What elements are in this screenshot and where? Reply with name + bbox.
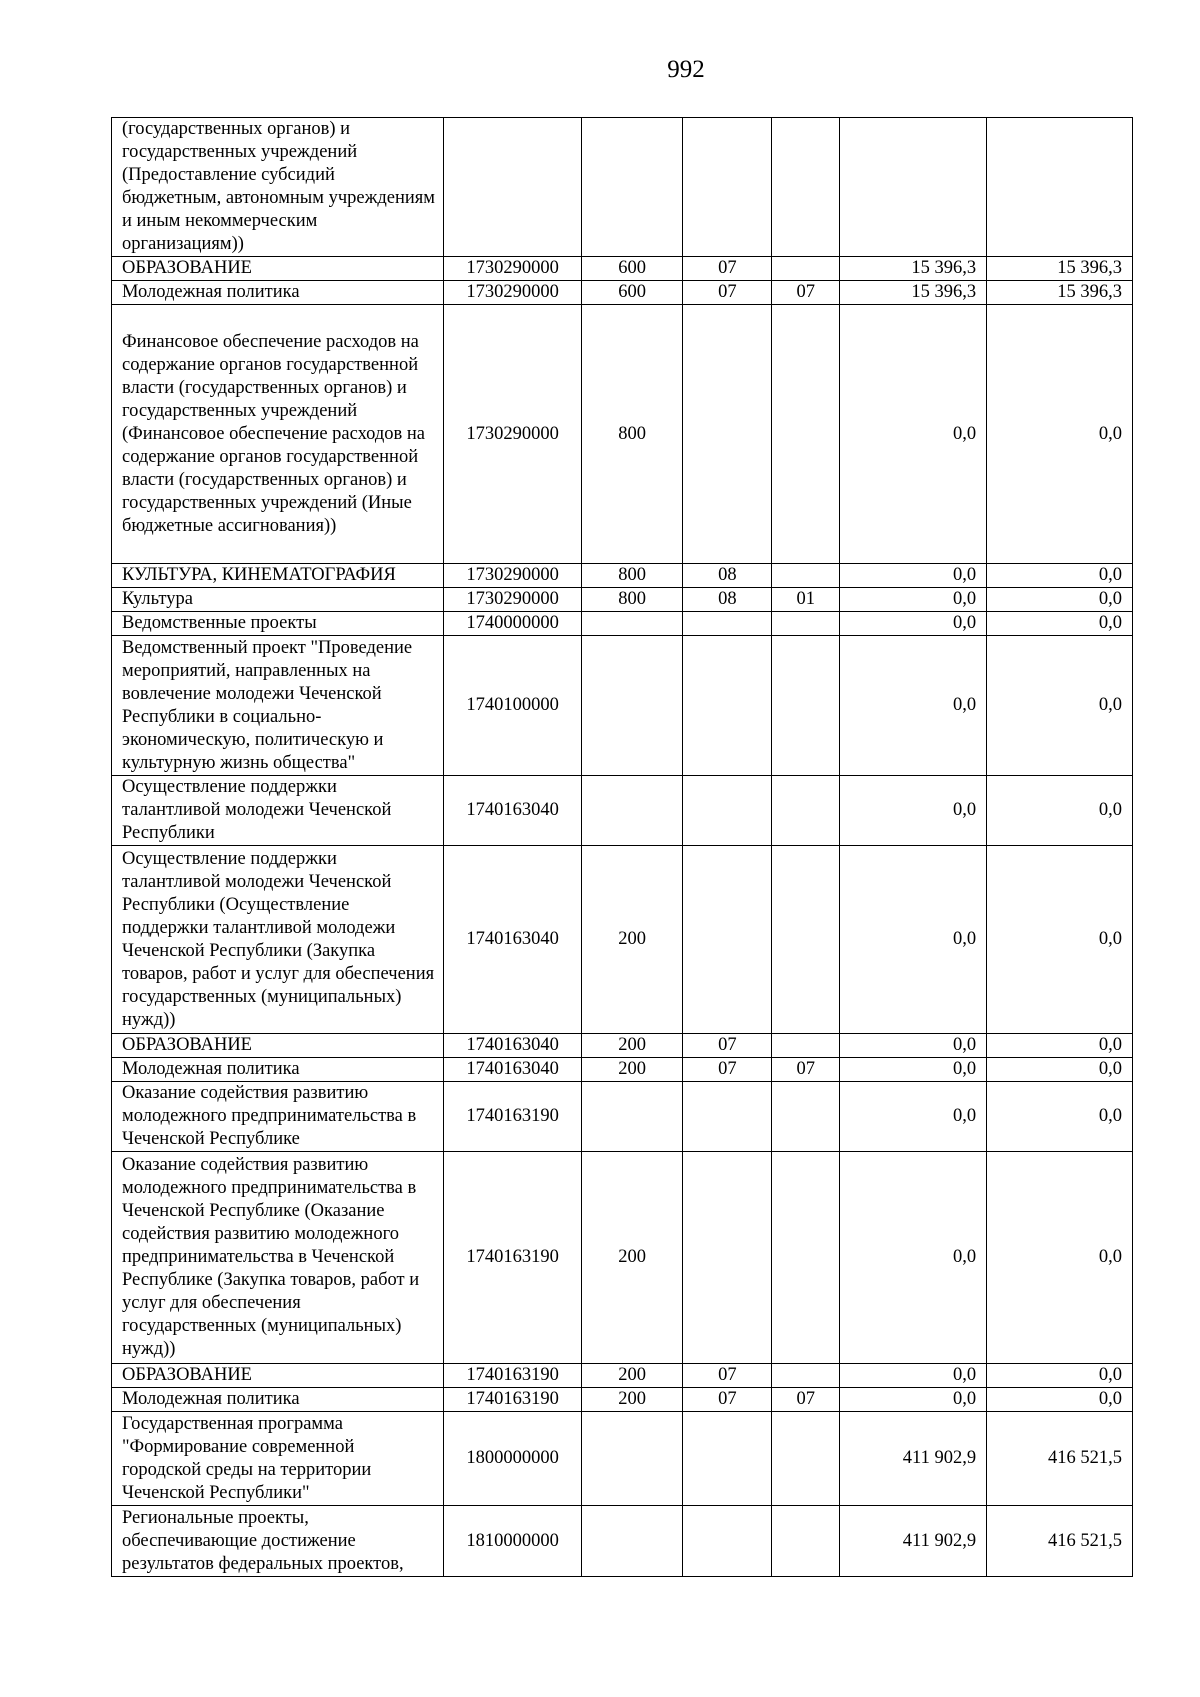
row-sum-1: 15 396,3: [840, 257, 987, 281]
row-section: [683, 1082, 772, 1152]
row-sum-2: 416 521,5: [987, 1412, 1133, 1506]
row-sum-2: 0,0: [987, 1364, 1133, 1388]
row-target-article: 1740163040: [444, 1034, 582, 1058]
row-target-article: 1730290000: [444, 588, 582, 612]
row-sum-2: 0,0: [987, 776, 1133, 846]
table-row: [112, 588, 1133, 612]
row-target-article: 1740163190: [444, 1388, 582, 1412]
row-name: Культура: [112, 588, 444, 612]
row-subsection: [772, 636, 840, 776]
row-subsection: 07: [772, 1058, 840, 1082]
row-target-article: 1740163040: [444, 846, 582, 1034]
row-expense-type: [581, 1412, 682, 1506]
row-expense-type: 800: [581, 588, 682, 612]
table-row: [112, 281, 1133, 305]
row-target-article: 1730290000: [444, 305, 582, 564]
table-row: [112, 257, 1133, 281]
row-expense-type: [581, 612, 682, 636]
table-row: [112, 564, 1133, 588]
budget-table: [111, 117, 1133, 1577]
row-expense-type: [581, 1082, 682, 1152]
row-sum-1: 0,0: [840, 1364, 987, 1388]
row-section: [683, 612, 772, 636]
row-expense-type: 800: [581, 564, 682, 588]
row-expense-type: 600: [581, 281, 682, 305]
row-sum-1: 0,0: [840, 305, 987, 564]
table-row: [112, 1388, 1133, 1412]
row-target-article: 1740163190: [444, 1082, 582, 1152]
row-subsection: [772, 1412, 840, 1506]
row-target-article: 1740163040: [444, 1058, 582, 1082]
table-row: [112, 1506, 1133, 1577]
row-expense-type: 200: [581, 1152, 682, 1364]
row-subsection: [772, 776, 840, 846]
table-row: [112, 776, 1133, 846]
row-subsection: [772, 846, 840, 1034]
row-subsection: [772, 1152, 840, 1364]
row-subsection: [772, 612, 840, 636]
row-sum-2: 0,0: [987, 564, 1133, 588]
row-subsection: [772, 257, 840, 281]
row-name: Государственная программа "Формирование современной городской среды на территории Чеченской Республики": [112, 1412, 444, 1506]
row-expense-type: 200: [581, 846, 682, 1034]
row-sum-1: 0,0: [840, 1058, 987, 1082]
row-expense-type: [581, 636, 682, 776]
row-name: Ведомственные проекты: [112, 612, 444, 636]
row-section: [683, 846, 772, 1034]
row-section: [683, 1412, 772, 1506]
row-target-article: [444, 118, 582, 257]
row-sum-1: 0,0: [840, 1034, 987, 1058]
row-target-article: 1740163040: [444, 776, 582, 846]
row-subsection: 07: [772, 281, 840, 305]
row-section: 08: [683, 564, 772, 588]
row-section: 08: [683, 588, 772, 612]
row-sum-2: 0,0: [987, 1034, 1133, 1058]
row-expense-type: [581, 118, 682, 257]
table-row: [112, 118, 1133, 257]
table-row: [112, 846, 1133, 1034]
row-sum-1: 0,0: [840, 588, 987, 612]
row-section: 07: [683, 1364, 772, 1388]
row-name: ОБРАЗОВАНИЕ: [112, 1364, 444, 1388]
row-target-article: 1740100000: [444, 636, 582, 776]
row-sum-2: [987, 118, 1133, 257]
row-sum-1: 0,0: [840, 636, 987, 776]
row-name: Оказание содействия развитию молодежного предпринимательства в Чеченской Республике (Оказание содействия развитию молодежного предпринимательства в Чеченской Республике (Закупка товаров, работ и услуг для обеспечения государственных (муниципальных) нужд)): [112, 1152, 444, 1364]
row-expense-type: 200: [581, 1058, 682, 1082]
row-section: 07: [683, 1058, 772, 1082]
row-subsection: [772, 1034, 840, 1058]
row-sum-1: 0,0: [840, 612, 987, 636]
row-name: Финансовое обеспечение расходов на содержание органов государственной власти (государственных органов) и государственных учреждений (Финансовое обеспечение расходов на содержание органов государственной власти (государственных органов) и государственных учреждений (Иные бюджетные ассигнования)): [112, 305, 444, 564]
row-expense-type: 600: [581, 257, 682, 281]
table-row: [112, 1058, 1133, 1082]
row-target-article: 1810000000: [444, 1506, 582, 1577]
row-section: [683, 636, 772, 776]
row-section: [683, 305, 772, 564]
row-sum-2: 0,0: [987, 1152, 1133, 1364]
row-subsection: [772, 1082, 840, 1152]
row-sum-1: 411 902,9: [840, 1506, 987, 1577]
row-subsection: [772, 305, 840, 564]
row-name: Молодежная политика: [112, 1058, 444, 1082]
row-target-article: 1740000000: [444, 612, 582, 636]
row-sum-2: 0,0: [987, 588, 1133, 612]
row-name: Молодежная политика: [112, 1388, 444, 1412]
row-name: (государственных органов) и государственных учреждений (Предоставление субсидий бюджетным, автономным учреждениям и иным некоммерческим организациям)): [112, 118, 444, 257]
row-section: 07: [683, 1388, 772, 1412]
row-sum-2: 0,0: [987, 612, 1133, 636]
row-name: Осуществление поддержки талантливой молодежи Чеченской Республики (Осуществление поддержки талантливой молодежи Чеченской Республики (Закупка товаров, работ и услуг для обеспечения государственных (муниципальных) нужд)): [112, 846, 444, 1034]
row-target-article: 1740163190: [444, 1152, 582, 1364]
row-name: ОБРАЗОВАНИЕ: [112, 257, 444, 281]
row-sum-1: 0,0: [840, 564, 987, 588]
row-name: ОБРАЗОВАНИЕ: [112, 1034, 444, 1058]
row-expense-type: [581, 776, 682, 846]
row-sum-2: 0,0: [987, 305, 1133, 564]
row-sum-2: 0,0: [987, 1058, 1133, 1082]
row-sum-1: 0,0: [840, 1082, 987, 1152]
row-sum-1: [840, 118, 987, 257]
table-row: [112, 305, 1133, 564]
row-expense-type: [581, 1506, 682, 1577]
row-name: Региональные проекты, обеспечивающие достижение результатов федеральных проектов,: [112, 1506, 444, 1577]
table-row: [112, 1364, 1133, 1388]
row-sum-1: 411 902,9: [840, 1412, 987, 1506]
row-expense-type: 200: [581, 1364, 682, 1388]
row-expense-type: 200: [581, 1388, 682, 1412]
row-sum-2: 416 521,5: [987, 1506, 1133, 1577]
table-row: [112, 1152, 1133, 1364]
row-section: [683, 776, 772, 846]
row-section: [683, 1506, 772, 1577]
row-sum-1: 0,0: [840, 846, 987, 1034]
row-target-article: 1730290000: [444, 564, 582, 588]
row-sum-2: 15 396,3: [987, 257, 1133, 281]
row-name: КУЛЬТУРА, КИНЕМАТОГРАФИЯ: [112, 564, 444, 588]
row-sum-1: 0,0: [840, 1152, 987, 1364]
table-row: [112, 1034, 1133, 1058]
row-sum-1: 15 396,3: [840, 281, 987, 305]
table-row: [112, 1082, 1133, 1152]
table-row: [112, 1412, 1133, 1506]
row-sum-2: 0,0: [987, 1388, 1133, 1412]
row-subsection: 01: [772, 588, 840, 612]
row-target-article: 1800000000: [444, 1412, 582, 1506]
row-name: Ведомственный проект "Проведение мероприятий, направленных на вовлечение молодежи Чеченской Республики в социально-экономическую, политическую и культурную жизнь общества": [112, 636, 444, 776]
row-subsection: [772, 564, 840, 588]
row-sum-2: 0,0: [987, 846, 1133, 1034]
row-subsection: 07: [772, 1388, 840, 1412]
row-sum-2: 0,0: [987, 636, 1133, 776]
row-target-article: 1730290000: [444, 281, 582, 305]
row-section: 07: [683, 257, 772, 281]
row-subsection: [772, 1506, 840, 1577]
table-row: [112, 612, 1133, 636]
row-expense-type: 200: [581, 1034, 682, 1058]
row-sum-2: 15 396,3: [987, 281, 1133, 305]
row-subsection: [772, 118, 840, 257]
table-row: [112, 636, 1133, 776]
row-sum-1: 0,0: [840, 1388, 987, 1412]
row-section: 07: [683, 281, 772, 305]
row-section: 07: [683, 1034, 772, 1058]
row-sum-1: 0,0: [840, 776, 987, 846]
row-target-article: 1730290000: [444, 257, 582, 281]
page-number: 992: [667, 56, 705, 83]
row-name: Молодежная политика: [112, 281, 444, 305]
row-target-article: 1740163190: [444, 1364, 582, 1388]
row-name: Осуществление поддержки талантливой молодежи Чеченской Республики: [112, 776, 444, 846]
row-sum-2: 0,0: [987, 1082, 1133, 1152]
row-section: [683, 1152, 772, 1364]
row-name: Оказание содействия развитию молодежного предпринимательства в Чеченской Республике: [112, 1082, 444, 1152]
row-expense-type: 800: [581, 305, 682, 564]
row-section: [683, 118, 772, 257]
row-subsection: [772, 1364, 840, 1388]
